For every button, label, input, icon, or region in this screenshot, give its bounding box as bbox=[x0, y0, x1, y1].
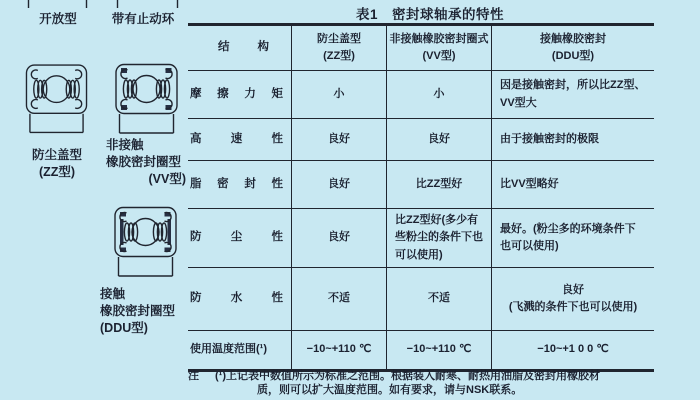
header-line: 接触橡胶密封 bbox=[540, 33, 606, 45]
table-title: 表1 密封球轴承的特性 bbox=[356, 7, 505, 22]
table-cell bbox=[188, 71, 291, 118]
table-row-high-speed bbox=[188, 118, 654, 160]
table-cell: 比ZZ型好(多少有些粉尘的条件下也可以使用) bbox=[386, 209, 491, 267]
table-cell: 比VV型略好 bbox=[491, 161, 654, 208]
table-cell: 最好。(粉尘多的环境条件下也可以使用) bbox=[491, 209, 654, 267]
row-label: 防水性 bbox=[190, 292, 283, 305]
table-cell: 良好 bbox=[386, 119, 491, 160]
table-row-water-proof bbox=[188, 267, 654, 330]
header-line: 非接触橡胶密封圈式 bbox=[389, 33, 489, 45]
caption-line: (DDU型) bbox=[100, 321, 148, 335]
table-row-grease-sealing bbox=[188, 160, 654, 208]
bearing-diagram-zz bbox=[25, 63, 88, 135]
table-cell: 因是接触密封，所以比ZZ型、VV型大 bbox=[491, 71, 654, 118]
column-header-vv bbox=[386, 26, 491, 70]
caption-line: 橡胶密封圈型 bbox=[100, 304, 176, 318]
header-line: (ZZ型) bbox=[323, 50, 355, 62]
caption-line: (VV型) bbox=[148, 172, 186, 186]
caption-line: 接触 bbox=[100, 287, 126, 301]
table-cell: −10~+110 ℃ bbox=[291, 331, 386, 369]
footnote-text bbox=[215, 369, 600, 397]
caption-line: 非接触 bbox=[106, 138, 144, 152]
table-cell: 比ZZ型好 bbox=[386, 161, 491, 208]
table-cell: −10~+110 ℃ bbox=[386, 331, 491, 369]
zz-caption bbox=[20, 147, 94, 181]
table-cell: 良好 bbox=[291, 209, 386, 267]
vv-caption bbox=[106, 137, 186, 188]
table-row-dust-proof bbox=[188, 208, 654, 267]
caption-line: 防尘盖型 bbox=[31, 148, 82, 162]
bearing-diagram-ddu bbox=[112, 206, 179, 278]
characteristics-table bbox=[188, 23, 654, 372]
ddu-caption bbox=[100, 286, 188, 337]
column-header-ddu bbox=[491, 26, 654, 70]
table-cell bbox=[188, 331, 291, 369]
footnote-line: 质，则可以扩大温度范围。如有要求，请与NSK联系。 bbox=[257, 384, 523, 396]
table-cell: 小 bbox=[291, 71, 386, 118]
row-label: 高速性 bbox=[190, 132, 283, 145]
row-label: 脂密封性 bbox=[190, 177, 283, 190]
footnote-line: (¹)上记表中数值所示为标准之范围。根据装入耐寒、耐热用油脂及密封用橡胶材 bbox=[215, 370, 600, 382]
table-cell: −10~+1 0 0 ℃ bbox=[491, 331, 654, 369]
cell-line: 良好 bbox=[562, 284, 584, 296]
table-row-friction bbox=[188, 70, 654, 118]
header-line: (VV型) bbox=[422, 50, 456, 62]
header-line: (DDU型) bbox=[551, 50, 595, 62]
table-cell: 良好 bbox=[291, 161, 386, 208]
table-cell bbox=[188, 26, 291, 70]
table-cell bbox=[188, 209, 291, 267]
table-cell: 不适 bbox=[386, 268, 491, 330]
cell-line: (飞溅的条件下也可以使用) bbox=[508, 301, 638, 313]
table-cell: 良好 bbox=[291, 119, 386, 160]
caption-line: (ZZ型) bbox=[38, 165, 76, 179]
table-cell bbox=[491, 268, 654, 330]
table-cell: 不适 bbox=[291, 268, 386, 330]
cutoff-figure-edges bbox=[0, 0, 200, 8]
table-cell: 由于接触密封的极限 bbox=[491, 119, 654, 160]
table-header-row bbox=[188, 26, 654, 70]
table-row-temperature-range bbox=[188, 330, 654, 369]
column-header-zz bbox=[291, 26, 386, 70]
open-type-label: 开放型 bbox=[39, 12, 77, 26]
table-cell: 小 bbox=[386, 71, 491, 118]
snap-ring-label: 带有止动环 bbox=[111, 12, 175, 26]
bearing-diagram-vv bbox=[113, 63, 180, 135]
table-cell bbox=[188, 161, 291, 208]
footnote-label: 注 bbox=[188, 370, 199, 382]
column-header-structure: 结构 bbox=[218, 41, 269, 54]
table-cell bbox=[188, 268, 291, 330]
row-label: 防尘性 bbox=[190, 231, 283, 244]
caption-line: 橡胶密封圈型 bbox=[106, 155, 182, 169]
header-line: 防尘盖型 bbox=[317, 33, 361, 45]
row-label: 摩擦力矩 bbox=[190, 87, 283, 100]
table-cell bbox=[188, 119, 291, 160]
footnote bbox=[188, 369, 688, 397]
row-label: 使用温度范围(¹) bbox=[190, 343, 267, 356]
